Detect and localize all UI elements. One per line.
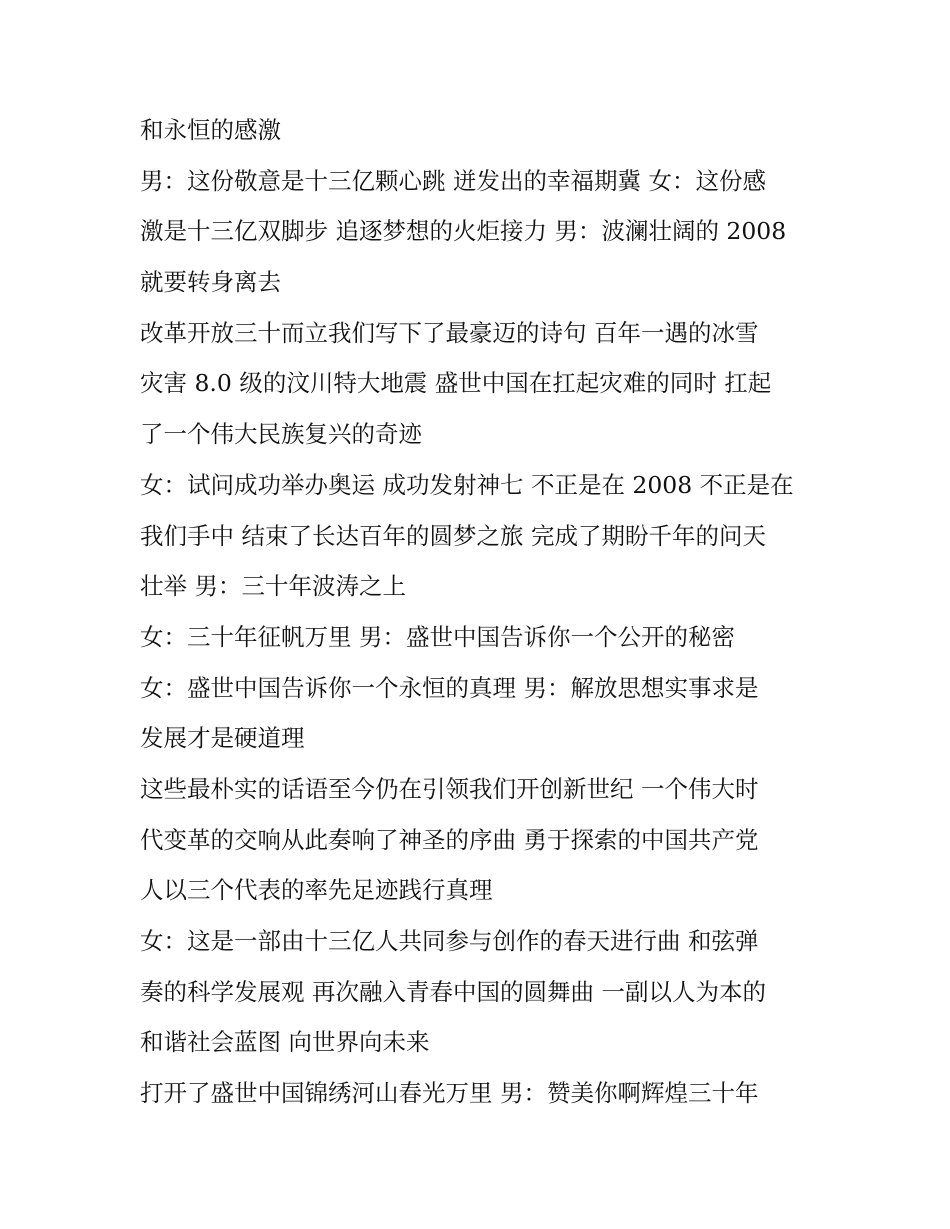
paragraph-2 [140, 156, 820, 308]
text-line: 女：盛世中国告诉你一个永恒的真理 男：解放思想实事求是 [140, 673, 759, 702]
document-page [140, 105, 820, 1119]
text-line: 打开了盛世中国锦绣河山春光万里 男：赞美你啊辉煌三十年 [140, 1079, 759, 1108]
text-line: 我们手中 结束了长达百年的圆梦之旅 完成了期盼千年的问天 [140, 521, 766, 550]
paragraph-4 [140, 460, 820, 612]
paragraph-3 [140, 308, 820, 460]
paragraph-7 [140, 764, 820, 916]
paragraph-5 [140, 612, 820, 663]
paragraph-1 [140, 105, 820, 156]
text-line: 女：试问成功举办奥运 成功发射神七 不正是在 2008 不正是在 [140, 470, 794, 499]
text-line: 和谐社会蓝图 向世界向未来 [140, 1028, 430, 1057]
text-line: 女：这是一部由十三亿人共同参与创作的春天进行曲 和弦弹 [140, 927, 759, 955]
text-line: 灾害 8.0 级的汶川特大地震 盛世中国在扛起灾难的同时 扛起 [140, 369, 772, 398]
text-line: 改革开放三十而立我们写下了最豪迈的诗句 百年一遇的冰雪 [140, 318, 759, 347]
text-line: 奏的科学发展观 再次融入青春中国的圆舞曲 一副以人为本的 [140, 977, 766, 1006]
text-line: 这些最朴实的话语至今仍在引领我们开创新世纪 一个伟大时 [140, 774, 759, 803]
text-line: 人以三个代表的率先足迹践行真理 [140, 876, 493, 905]
text-line: 壮举 男：三十年波涛之上 [140, 572, 406, 601]
text-line: 发展才是硬道理 [140, 724, 305, 753]
paragraph-9 [140, 1068, 820, 1119]
text-line: 就要转身离去 [140, 268, 281, 297]
text-line: 女：三十年征帆万里 男：盛世中国告诉你一个公开的秘密 [140, 622, 735, 651]
text-line: 激是十三亿双脚步 追逐梦想的火炬接力 男：波澜壮阔的 2008 [140, 217, 787, 246]
text-line: 男：这份敬意是十三亿颗心跳 迸发出的幸福期冀 女：这份感 [140, 166, 766, 195]
text-line: 和永恒的感激 [140, 116, 281, 144]
paragraph-6 [140, 663, 820, 764]
paragraph-8 [140, 916, 820, 1068]
text-line: 了一个伟大民族复兴的奇迹 [140, 420, 422, 449]
text-line: 代变革的交响从此奏响了神圣的序曲 勇于探索的中国共产党 [140, 825, 759, 854]
